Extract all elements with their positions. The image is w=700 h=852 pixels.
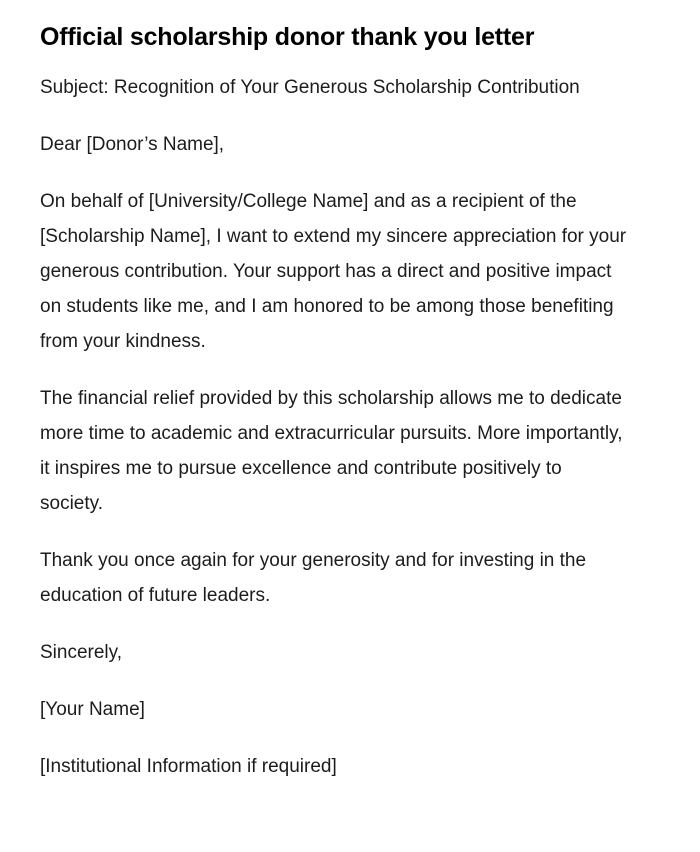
signature-institution: [Institutional Information if required] — [40, 756, 337, 777]
signature-name: [Your Name] — [40, 699, 145, 720]
paragraph-appreciation: On behalf of [University/College Name] and as a recipient of the [Scholarship Name], I want to extend my sincere appreciation for your generous contribution. Your support has a direct and positive impact on students like me, and I am honored to be among those benefiting from your kindness. — [40, 191, 627, 352]
subject-line: Subject: Recognition of Your Generous Scholarship Contribution — [40, 77, 580, 98]
closing-valediction: Sincerely, — [40, 642, 123, 663]
page-title: Official scholarship donor thank you letter — [40, 23, 535, 51]
salutation: Dear [Donor’s Name], — [40, 134, 225, 155]
paragraph-closing-thanks: Thank you once again for your generosity and for investing in the education of future leaders. — [40, 550, 587, 606]
paragraph-impact: The financial relief provided by this scholarship allows me to dedicate more time to academic and extracurricular pursuits. More importantly, it inspires me to pursue excellence and contribute positively to society. — [40, 388, 623, 514]
